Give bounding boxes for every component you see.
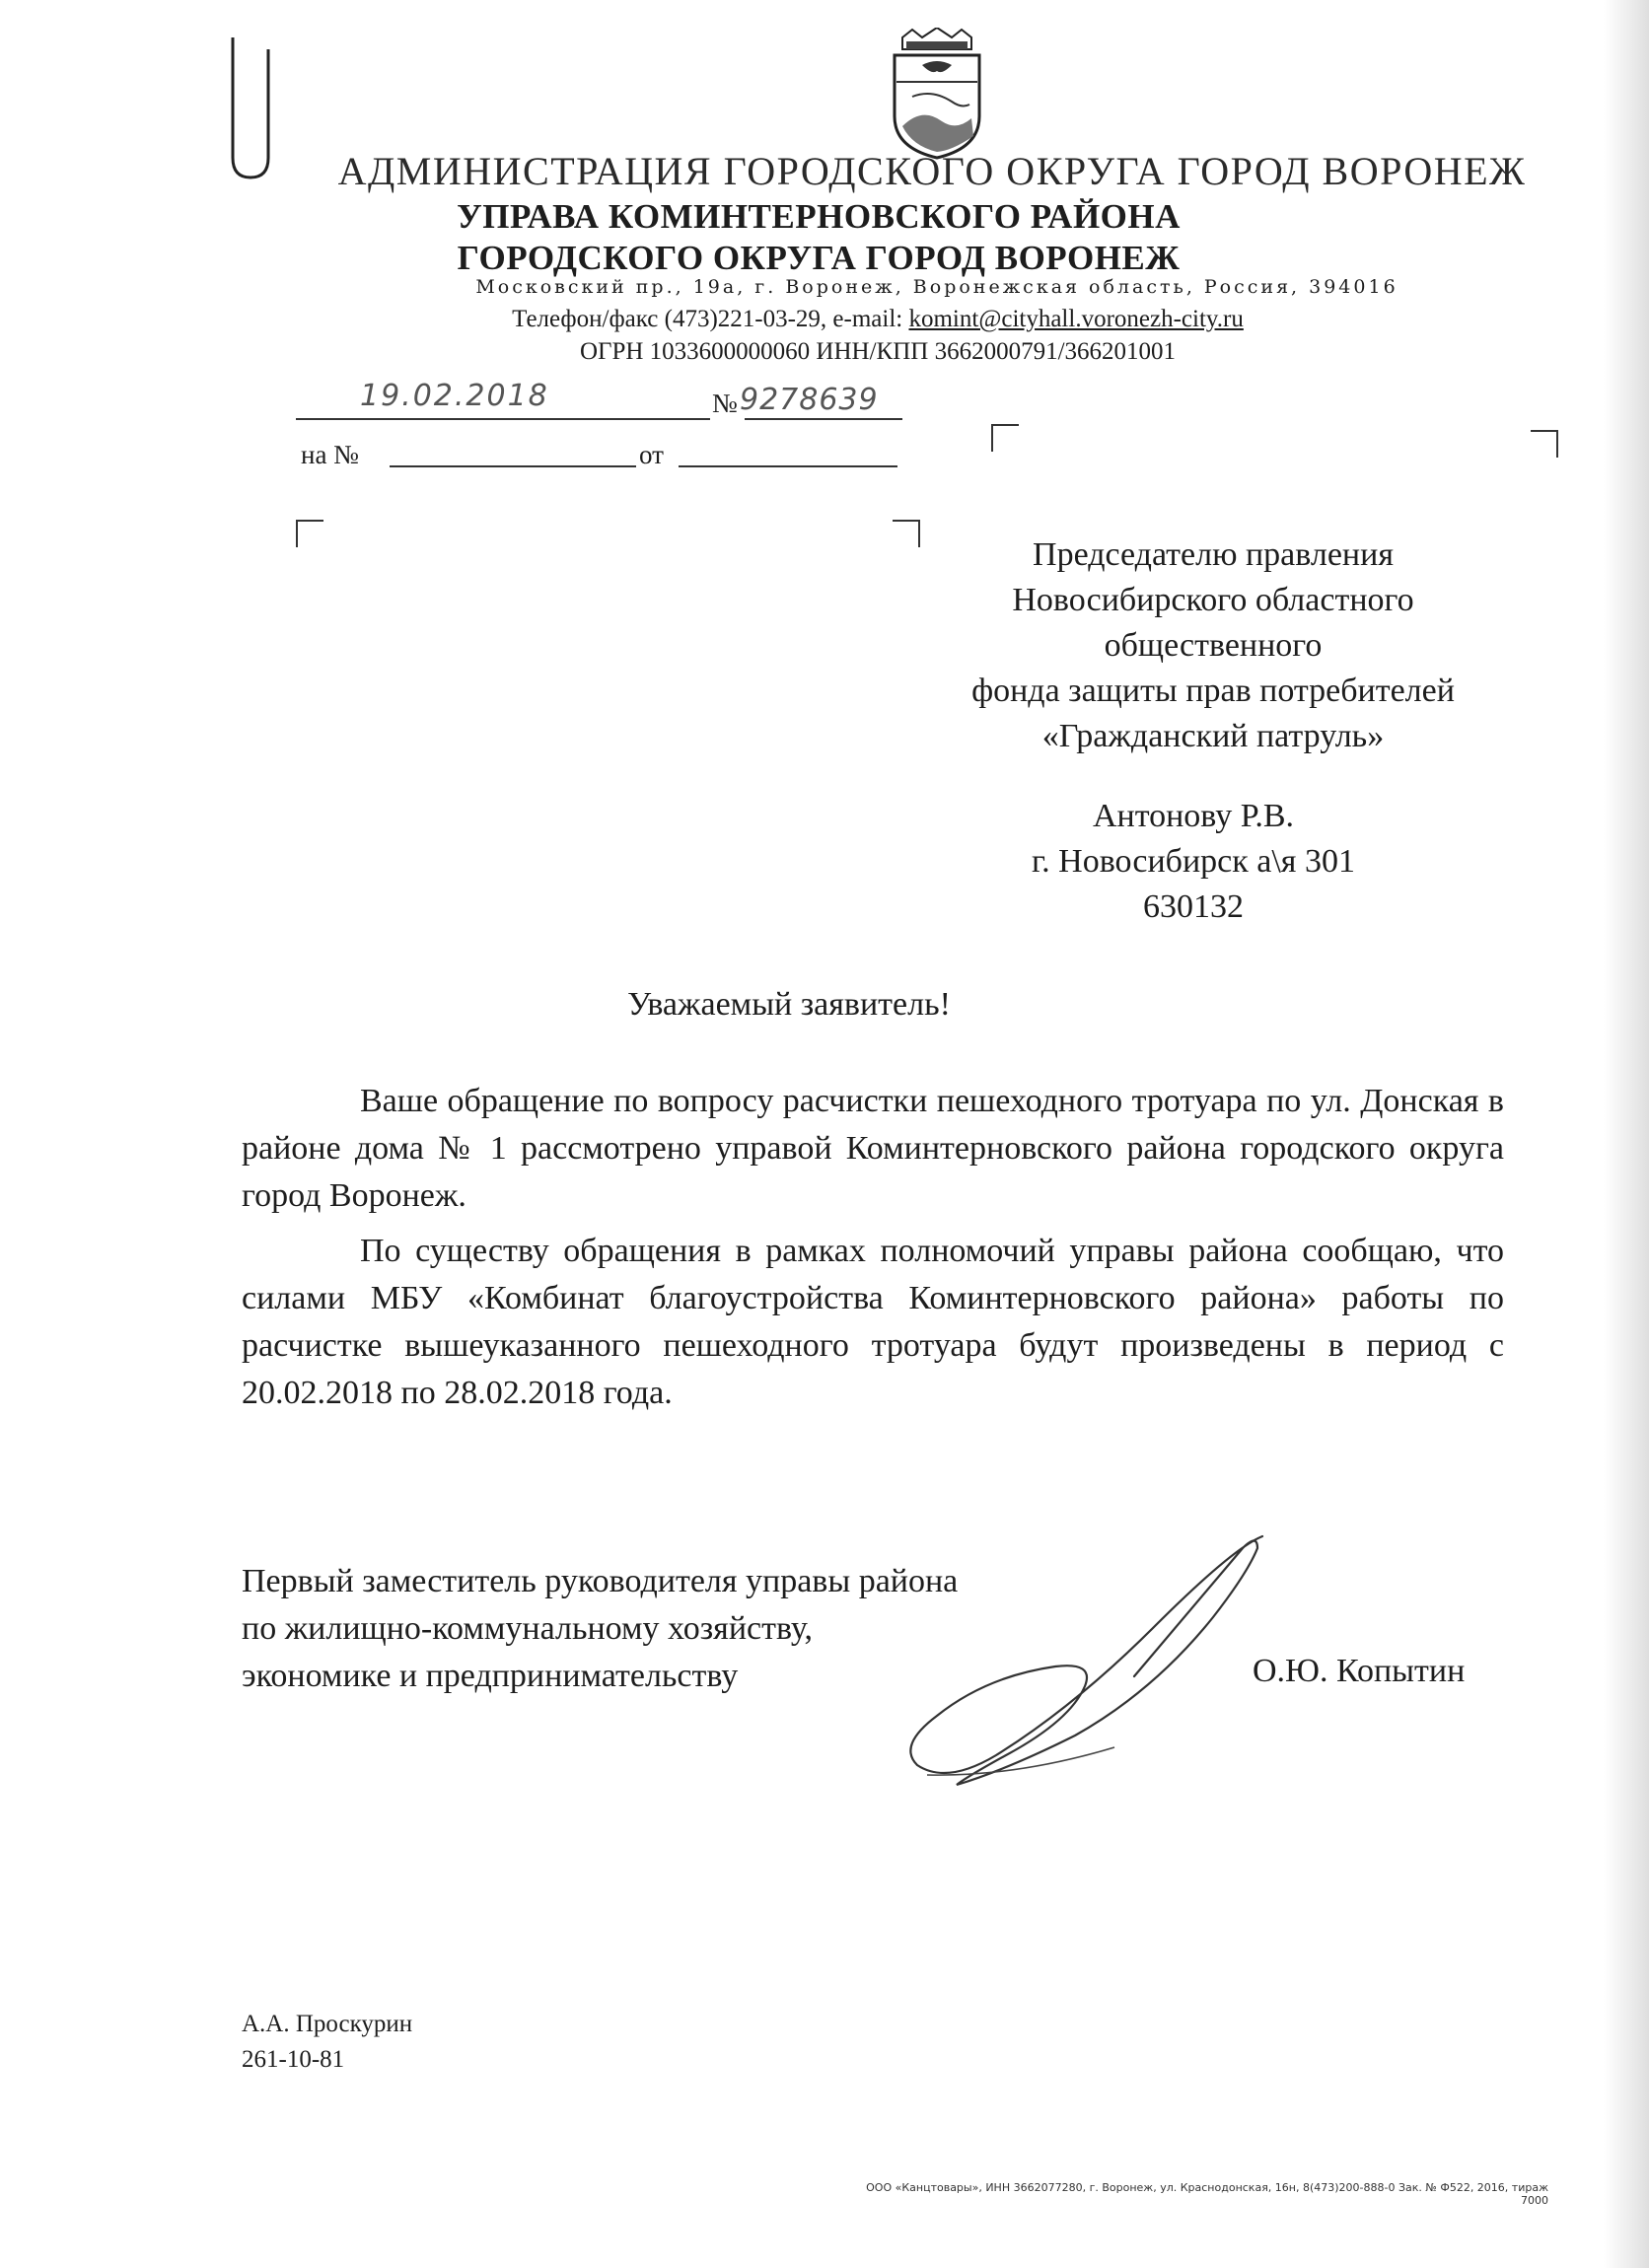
office-address: Московский пр., 19а, г. Воронеж, Воронежская область, Россия, 394016 [475,276,1398,298]
addressee-line: общественного [1104,627,1323,664]
number-sign: № [712,389,738,418]
position-line: по жилищно-коммунальному хозяйству, [242,1610,813,1647]
executor-name: А.А. Проскурин [242,2011,413,2037]
subject-corner-mark [296,520,323,547]
registration-date: 19.02.2018 [360,379,549,413]
uprava-title-line1: УПРАВА КОМИНТЕРНОВСКОГО РАЙОНА [457,197,1181,236]
paper-clip-icon [217,30,276,187]
addressee-contact [947,794,1440,930]
email-link: komint@cityhall.voronezh-city.ru [908,306,1244,332]
coat-of-arms-icon [883,28,991,161]
scan-edge-shadow [1604,0,1649,2268]
subject-corner-mark [893,520,920,547]
letter-body [242,1078,1504,1417]
registration-number: 9278639 [740,383,879,417]
signatory-name: О.Ю. Копытин [1253,1653,1466,1689]
addressee-line: фонда защиты прав потребителей [971,673,1455,709]
reply-to-date-line [679,465,897,467]
executor-phone: 261-10-81 [242,2046,345,2073]
addressee-name: Антонову Р.В. [1092,798,1295,834]
reply-to-number-line [390,465,636,467]
addressee-corner-mark [991,424,1019,452]
addressee-block [917,532,1509,759]
body-paragraph: По существу обращения в рамках полномочий управы района сообщаю, что силами МБУ «Комбинат благоустройства Коминтерновского района» работы по расчистке вышеуказанного пешеходного тротуара будут произведены в период с 20.02.2018 по 28.02.2018 года. [242,1233,1504,1411]
phone-fax: Телефон/факс (473)221-03-29, e-mail: [512,306,909,332]
reply-to-number-label: на № [301,440,359,469]
addressee-city: г. Новосибирск а\я 301 [1032,843,1355,880]
addressee-postcode: 630132 [1143,888,1244,925]
contact-line [375,306,1381,333]
position-line: экономике и предпринимательству [242,1658,739,1694]
uprava-title-line2: ГОРОДСКОГО ОКРУГА ГОРОД ВОРОНЕЖ [457,239,1181,277]
addressee-line: Новосибирского областного [1012,582,1414,618]
addressee-line: Председателю правления [1033,536,1394,573]
executor-block [242,2007,412,2078]
date-line [296,418,710,420]
number-line [745,418,902,420]
ogrn-inn-line: ОГРН 1033600000060 ИНН/КПП 3662000791/366201001 [579,338,1177,365]
administration-title: АДМИНИСТРАЦИЯ ГОРОДСКОГО ОКРУГА ГОРОД ВОРОНЕЖ [337,149,1527,193]
reply-to-date-label: от [639,440,664,469]
body-paragraph: Ваше обращение по вопросу расчистки пешеходного тротуара по ул. Донская в районе дома № 1 рассмотрено управой Коминтерновского района городского округа город Воронеж. [242,1083,1504,1214]
handwritten-signature [858,1519,1272,1805]
greeting: Уважаемый заявитель! [627,986,951,1023]
printer-imprint: ООО «Канцтовары», ИНН 3662077280, г. Воронеж, ул. Краснодонская, 16н, 8(473)200-888-0 Зак. № Ф522, 2016, тираж 7000 [866,2181,1548,2207]
position-line: Первый заместитель руководителя управы района [242,1563,959,1599]
addressee-line: «Гражданский патруль» [1041,718,1385,754]
addressee-corner-mark [1531,430,1558,458]
